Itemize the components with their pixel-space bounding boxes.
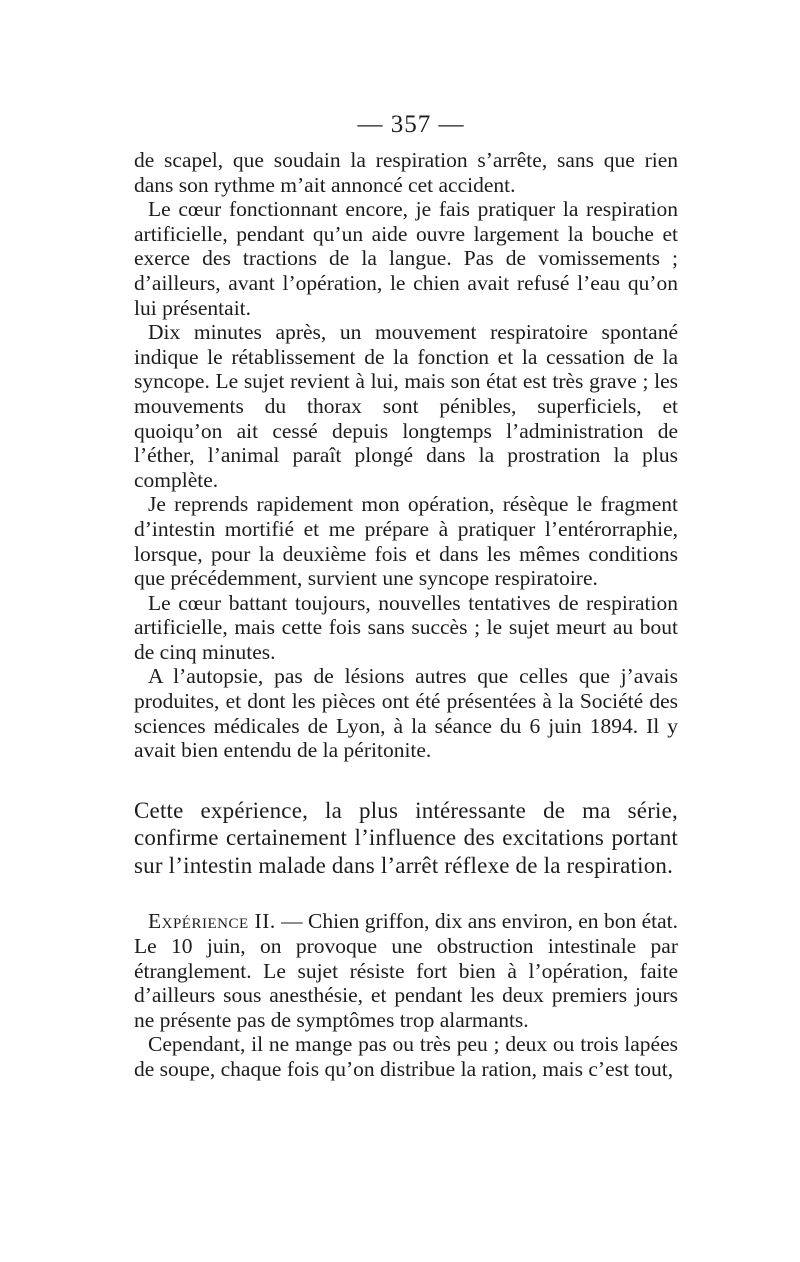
paragraph-conclusion: Cette expérience, la plus intéressante de ma série, confirme certainement l’influence des excitations portant sur l’intestin malade dans l’arrêt réflexe de la respiration. (134, 797, 678, 878)
book-page (134, 110, 678, 1082)
experiment-heading: Expérience II. (148, 909, 276, 934)
paragraph-experiment-two (134, 909, 678, 1032)
paragraph-autopsy: A l’autopsie, pas de lésions autres que celles que j’avais produites, et dont les pièces ont été présentées à la Société des sciences médicales de Lyon, à la séance du 6 juin 1894. Il y avait bien entendu de la péritonite. (134, 664, 678, 763)
experiment-text: — Chien griffon, dix ans environ, en bon état. Le 10 juin, on provoque une obstruction intestinale par étranglement. Le sujet résiste fort bien à l’opération, faite d’ailleurs sous anesthésie, et pendant les deux premiers jours ne présente pas de symptômes trop alarmants. (134, 909, 678, 1032)
paragraph-second-syncope: Je reprends rapidement mon opération, résèque le fragment d’intestin mortifié et me prépare à pratiquer l’entérorraphie, lorsque, pour la deuxième fois et dans les mêmes conditions que précédemment, survient une syncope respiratoire. (134, 492, 678, 591)
section-spacer (134, 879, 678, 909)
page-number: — 357 — (357, 111, 465, 138)
paragraph-eating: Cependant, il ne mange pas ou très peu ; deux ou trois lapées de soupe, chaque fois qu’on distribue la ration, mais c’est tout, (134, 1032, 678, 1081)
paragraph-ten-minutes-after: Dix minutes après, un mouvement respiratoire spontané indique le rétablissement de la fonction et la cessation de la syncope. Le sujet revient à lui, mais son état est très grave ; les mouvements du thorax sont pénibles, superficiels, et quoiqu’on ait cessé depuis longtemps l’administration de l’éther, l’animal paraît plongé dans la prostration la plus complète. (134, 320, 678, 492)
paragraph-death: Le cœur battant toujours, nouvelles tentatives de respiration artificielle, mais cette fois sans succès ; le sujet meurt au bout de cinq minutes. (134, 590, 678, 664)
paragraph-continuation: de scapel, que soudain la respiration s’arrête, sans que rien dans son rythme m’ait annoncé cet accident. (134, 148, 678, 197)
paragraph-artificial-respiration: Le cœur fonctionnant encore, je fais pratiquer la respiration artificielle, pendant qu’un aide ouvre largement la bouche et exerce des tractions de la langue. Pas de vomissements ; d’ailleurs, avant l’opération, le chien avait refusé l’eau qu’on lui présentait. (134, 197, 678, 320)
section-spacer (134, 763, 678, 797)
